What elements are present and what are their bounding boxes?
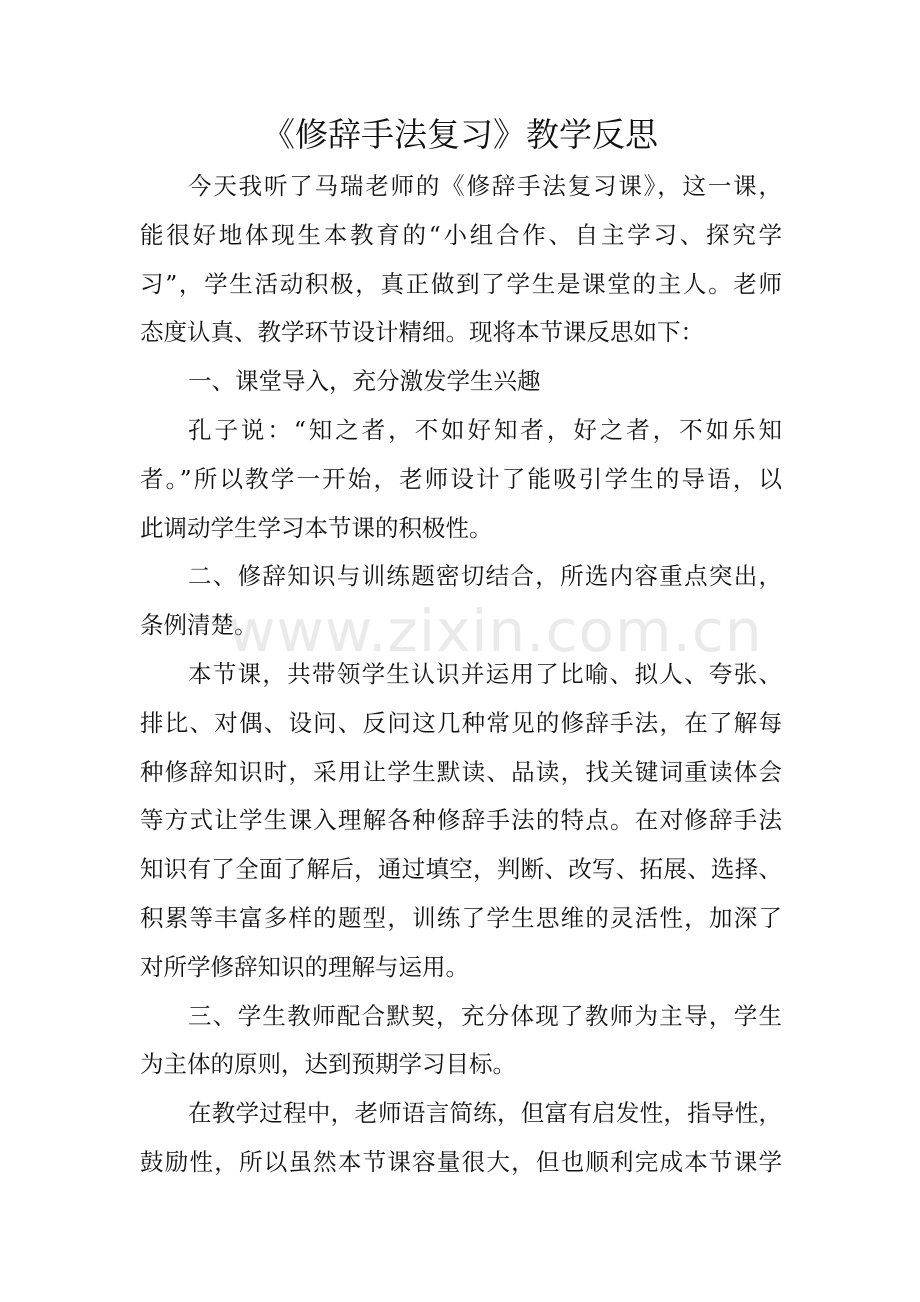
text-line: 今天我听了马瑞老师的《修辞手法复习课》，这一课， bbox=[188, 172, 782, 200]
text-line: 一、课堂导入，充分激发学生兴趣 bbox=[188, 367, 541, 396]
paragraph bbox=[140, 406, 782, 552]
text-line: 知识有了全面了解后，通过填空，判断、改写、拓展、选择、 bbox=[140, 855, 782, 884]
paragraph bbox=[140, 992, 782, 1090]
text-line: 对所学修辞知识的理解与运用。 bbox=[140, 952, 469, 981]
document-title: 《修辞手法复习》教学反思 bbox=[262, 115, 658, 154]
paragraph bbox=[140, 552, 782, 650]
text-line: 此调动学生学习本节课的积极性。 bbox=[140, 513, 493, 542]
document-body bbox=[140, 162, 782, 1187]
paragraph bbox=[140, 1089, 782, 1187]
paragraph bbox=[140, 650, 782, 992]
text-line: 积累等丰富多样的题型，训练了学生思维的灵活性，加深了 bbox=[140, 903, 782, 932]
text-line: 者。”所以教学一开始，老师设计了能吸引学生的导语，以 bbox=[140, 464, 782, 493]
paragraph bbox=[140, 162, 782, 357]
text-line: 为主体的原则，达到预期学习目标。 bbox=[140, 1050, 516, 1079]
text-line: 态度认真、教学环节设计精细。现将本节课反思如下： bbox=[140, 318, 704, 347]
text-line: 二、修辞知识与训练题密切结合，所选内容重点突出， bbox=[188, 562, 782, 591]
text-line: 习”，学生活动积极，真正做到了学生是课堂的主人。老师 bbox=[140, 269, 782, 298]
text-line: 三、学生教师配合默契，充分体现了教师为主导，学生 bbox=[188, 1001, 782, 1030]
text-line: 等方式让学生课入理解各种修辞手法的特点。在对修辞手法 bbox=[140, 806, 782, 835]
watermark: www.zixin.com.cn bbox=[228, 597, 763, 665]
text-line: 条例清楚。 bbox=[140, 611, 258, 640]
paragraph bbox=[140, 357, 782, 406]
text-line: 本节课，共带领学生认识并运用了比喻、拟人、夸张、 bbox=[188, 659, 782, 688]
text-line: 鼓励性，所以虽然本节课容量很大，但也顺利完成本节课学 bbox=[140, 1147, 782, 1176]
text-line: 能很好地体现生本教育的“小组合作、自主学习、探究学 bbox=[140, 220, 782, 249]
text-line: 排比、对偶、设问、反问这几种常见的修辞手法，在了解每 bbox=[140, 708, 782, 737]
text-line: 种修辞知识时，采用让学生默读、品读，找关键词重读体会 bbox=[140, 757, 782, 786]
text-line: 孔子说：“知之者，不如好知者，好之者，不如乐知 bbox=[188, 415, 782, 444]
text-line: 在教学过程中，老师语言简练，但富有启发性，指导性， bbox=[188, 1099, 782, 1128]
